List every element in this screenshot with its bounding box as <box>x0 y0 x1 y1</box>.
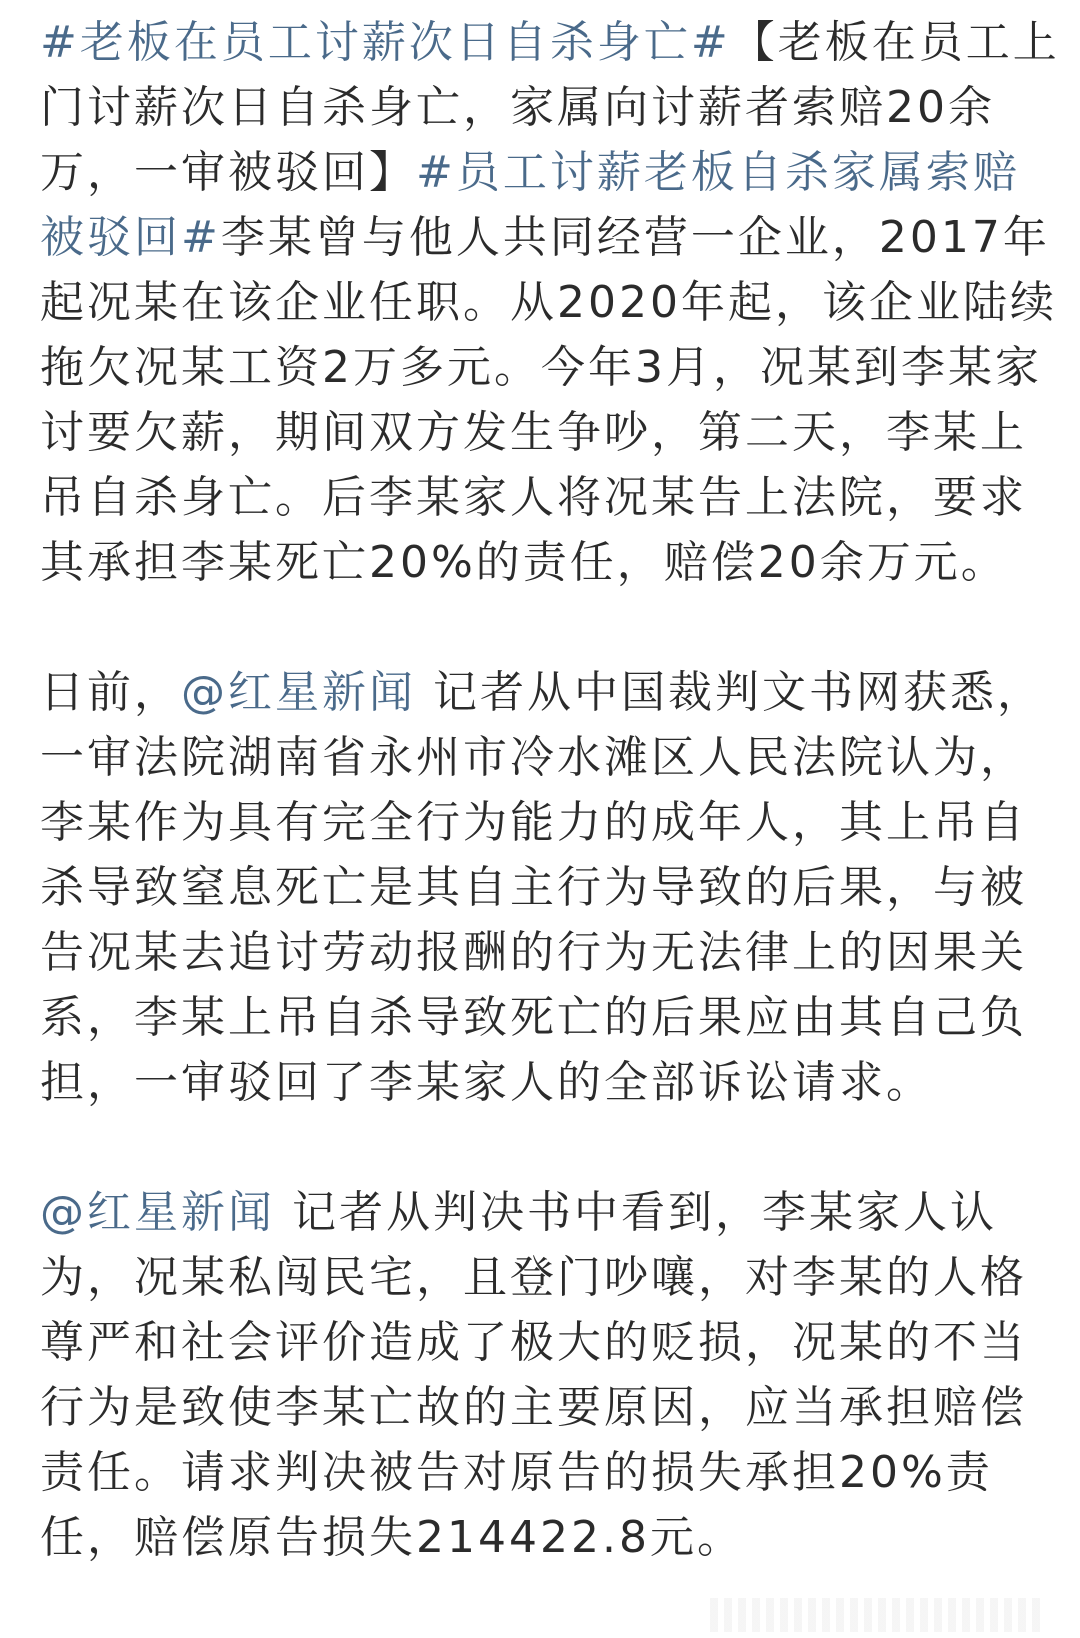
watermark <box>710 1598 1040 1632</box>
headline-text: 【老板在员工上门讨薪次日自杀身亡，家属向讨薪者索赔20余万，一审被驳回】 <box>40 17 1060 198</box>
hashtag-link-claim-rejected[interactable]: #员工讨薪老板自杀家属索赔被驳回# <box>40 147 1020 263</box>
paragraph-2-body: 记者从中国裁判文书网获悉，一审法院湖南省永州市冷水滩区人民法院认为，李某作为具有完全行为能力的成年人，其上吊自杀导致窒息死亡是其自主行为导致的后果，与被告况某去追讨劳动报酬的行为无法律上的因果关系，李某上吊自杀导致死亡的后果应由其自己负担，一审驳回了李某家人的全部诉讼请求。 <box>40 667 1044 1108</box>
hashtag-link-boss-suicide[interactable]: #老板在员工讨薪次日自杀身亡# <box>40 17 731 68</box>
mention-link-hongxing-news[interactable]: @红星新闻 <box>181 667 416 718</box>
post-content <box>40 10 1060 1570</box>
paragraph-3 <box>40 1180 1060 1570</box>
paragraph-2 <box>40 660 1060 1115</box>
paragraph-1 <box>40 10 1060 595</box>
paragraph-1-body: 李某曾与他人共同经营一企业，2017年起况某在该企业任职。从2020年起，该企业陆续拖欠况某工资2万多元。今年3月，况某到李某家讨要欠薪，期间双方发生争吵，第二天，李某上吊自杀身亡。后李某家人将况某告上法院，要求其承担李某死亡20%的责任，赔偿20余万元。 <box>40 212 1057 588</box>
paragraph-3-body: 记者从判决书中看到，李某家人认为，况某私闯民宅，且登门吵嚷，对李某的人格尊严和社会评价造成了极大的贬损，况某的不当行为是致使李某亡故的主要原因，应当承担赔偿责任。请求判决被告对原告的损失承担20%责任，赔偿原告损失214422.8元。 <box>40 1187 1027 1563</box>
paragraph-2-prefix: 日前， <box>40 667 181 718</box>
mention-link-hongxing-news-2[interactable]: @红星新闻 <box>40 1187 275 1238</box>
